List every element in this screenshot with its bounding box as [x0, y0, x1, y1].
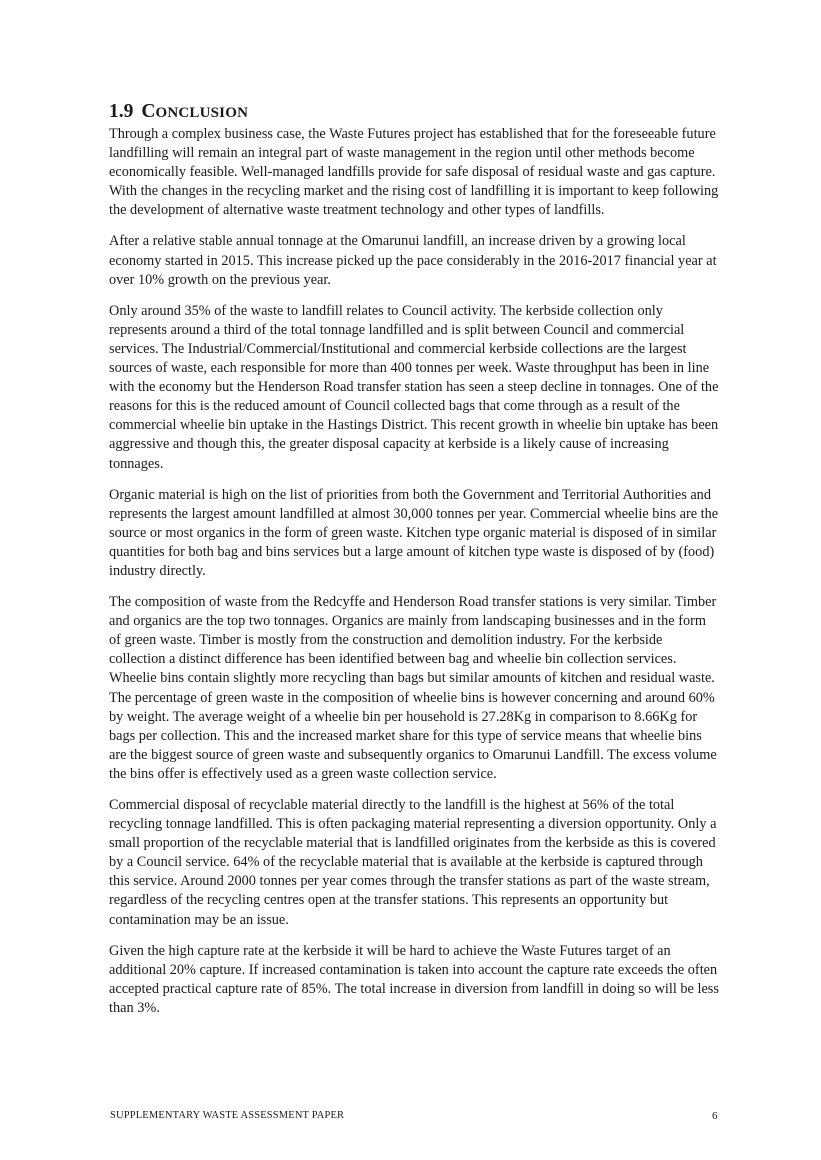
- section-title-initial: C: [141, 101, 156, 122]
- section-number: 1.9: [109, 101, 134, 122]
- paragraph-7: Given the high capture rate at the kerbside it will be hard to achieve the Waste Futures target of an additional 20% capture. If increased contamination is taken into account the capture rate exceeds the often accepted practical capture rate of 85%. The total increase in diversion from landfill in doing so will be less than 3%.: [109, 942, 719, 1016]
- paragraph-6: Commercial disposal of recyclable material directly to the landfill is the highest at 56% of the total recycling tonnage landfilled. This is often packaging material representing a diversion opportunity. Only a small proportion of the recyclable material that is landfilled originates from the kerbside as this is covered by a Council service. 64% of the recyclable material that is available at the kerbside is captured through this service. Around 2000 tonnes per year comes through the transfer stations as part of the waste stream, regardless of the recycling centres open at the transfer stations. This represents an opportunity but contamination may be an issue.: [109, 797, 717, 928]
- paragraph-4: Organic material is high on the list of priorities from both the Government and Territorial Authorities and represents the largest amount landfilled at almost 30,000 tonnes per year. Commercial wheelie bins are the source or most organics in the form of green waste. Kitchen type organic material is disposed of in similar quantities for both bag and bins services but a large amount of kitchen type waste is disposed of by (food) industry directly.: [109, 486, 719, 579]
- footer-page-number: 6: [712, 1110, 718, 1122]
- footer-document-title: SUPPLEMENTARY WASTE ASSESSMENT PAPER: [110, 1110, 345, 1121]
- section-title-rest: ONCLUSION: [155, 105, 249, 121]
- section-body: [109, 125, 721, 1030]
- section-title: [141, 101, 248, 122]
- paragraph-3: Only around 35% of the waste to landfill relates to Council activity. The kerbside collection only represents around a third of the total tonnage landfilled and is split between Council and commercial services. The Industrial/Commercial/Institutional and commercial kerbside collections are the largest sources of waste, each responsible for more than 400 tonnes per week. Waste throughput has been in line with the economy but the Henderson Road transfer station has seen a steep decline in tonnages. One of the reasons for this is the reduced amount of Council collected bags that come through as a result of the commercial wheelie bin uptake in the Hastings District. This recent growth in wheelie bin uptake has been aggressive and though this, the greater disposal capacity at kerbside is a likely cause of increasing tonnages.: [109, 302, 719, 472]
- section-heading: [109, 100, 248, 125]
- paragraph-1: Through a complex business case, the Waste Futures project has established that for the foreseeable future landfilling will remain an integral part of waste management in the region until other methods become economically feasible. Well-managed landfills provide for safe disposal of residual waste and gas capture. With the changes in the recycling market and the rising cost of landfilling it is important to keep following the development of alternative waste treatment technology and other types of landfills.: [109, 126, 719, 219]
- paragraph-2: After a relative stable annual tonnage at the Omarunui landfill, an increase driven by a growing local economy started in 2015. This increase picked up the pace considerably in the 2016-2017 financial year at over 10% growth on the previous year.: [109, 233, 717, 288]
- paragraph-5: The composition of waste from the Redcyffe and Henderson Road transfer stations is very similar. Timber and organics are the top two tonnages. Organics are mainly from landscaping businesses and in the form of green waste. Timber is mostly from the construction and demolition industry. For the kerbside collection a distinct difference has been identified between bag and wheelie bin collection services. Wheelie bins contain slightly more recycling than bags but similar amounts of kitchen and residual waste. The percentage of green waste in the composition of wheelie bins is however concerning and around 60% by weight. The average weight of a wheelie bin per household is 27.28Kg in comparison to 8.66Kg for bags per collection. This and the increased market share for this type of service means that wheelie bins are the biggest source of green waste and subsequently organics to Omarunui Landfill. The excess volume the bins offer is effectively used as a green waste collection service.: [109, 594, 717, 782]
